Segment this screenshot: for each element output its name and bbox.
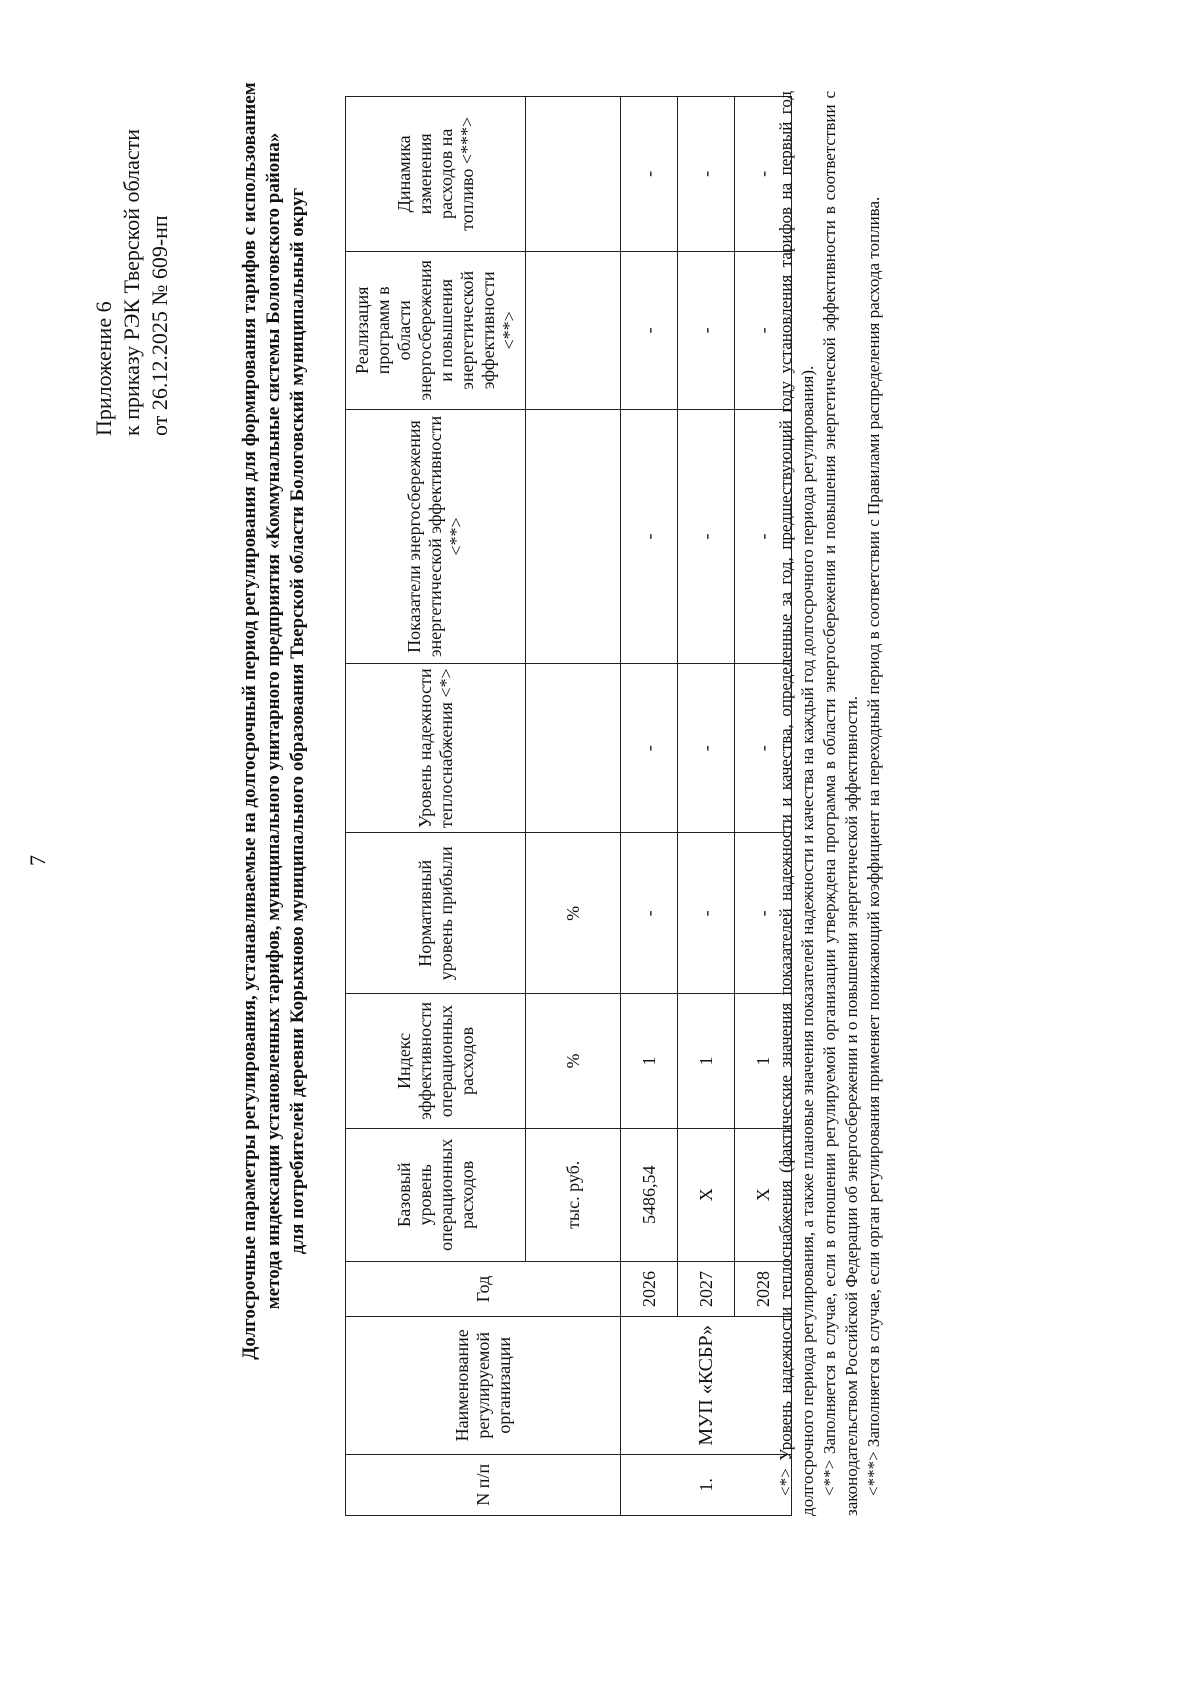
cell-profit: - [621, 833, 678, 994]
appendix-line-1: Приложение 6 [91, 301, 116, 436]
header-base: Базовый уровень операционных расходов [346, 1128, 526, 1261]
header-num: N п/п [346, 1454, 621, 1515]
unit-profit: % [526, 833, 621, 994]
header-index: Индекс эффективности операционных расходов [346, 994, 526, 1128]
footnote-fuel: <***> Заполняется в случае, если орган регулирования применяет понижающий коэффициент на переходный период в соответствии с Правилами распределения расхода топлива. [864, 196, 883, 1496]
header-fuel: Динамика изменения расходов на топливо <***> [346, 97, 526, 252]
footnotes [775, 91, 885, 1516]
header-energy: Показатели энергосбережения энергетической эффективности <**> [346, 409, 526, 663]
unit-energy [526, 409, 621, 663]
unit-index: % [526, 994, 621, 1128]
unit-programs [526, 251, 621, 409]
title-line-1: Долгосрочные параметры регулирования, устанавливаемые на долгосрочный период регулирования для формирования тарифов с использованием [239, 82, 260, 1360]
title-line-3: для потребителей деревни Корыхново муниципального образования Тверской области Бологовский муниципальный округ [287, 187, 308, 1255]
cell-year: 2027 [678, 1261, 735, 1316]
title-line-2: метода индексации установленных тарифов, муниципального унитарного предприятия «Коммунальные системы Бологовского района» [263, 132, 284, 1310]
table-row [621, 97, 678, 1516]
cell-year: 2026 [621, 1261, 678, 1316]
footnote-energy-saving: <**> Заполняется в случае, если в отношении регулируемой организации утверждена программа в области энергосбережения и повышения энергетической эффективности в соответствии с законодательством Российской Федерации об энергосбережении и о повышении энергетической эффективности. [820, 91, 861, 1516]
cell-fuel: - [678, 97, 735, 252]
table-header-row [346, 97, 526, 1516]
cell-energy: - [621, 409, 678, 663]
footnote-reliability: <*> Уровень надежности теплоснабжения (фактические значения показателей надежности и качества, определенные за год, предшествующий году установления тарифов на первый год долгосрочного периода регулирования, а также плановые значения показателей надежности и качества на каждый год долгосрочного периода регулирования). [776, 91, 817, 1516]
unit-fuel [526, 97, 621, 252]
cell-base: 5486,54 [621, 1128, 678, 1261]
header-reliability: Уровень надежности теплоснабжения <*> [346, 664, 526, 833]
cell-index: 1 [621, 994, 678, 1128]
cell-reliability: - [678, 664, 735, 833]
cell-energy: - [678, 409, 735, 663]
cell-base: X [678, 1128, 735, 1261]
appendix-line-3: от 26.12.2025 № 609-нп [147, 215, 172, 436]
header-programs: Реализация программ в области энергосбережения и повышения энергетической эффективности <**> [346, 251, 526, 409]
unit-base: тыс. руб. [526, 1128, 621, 1261]
document-title [238, 0, 310, 1451]
cell-profit: - [678, 833, 735, 994]
cell-reliability: - [735, 664, 792, 833]
header-profit: Нормативный уровень прибыли [346, 833, 526, 994]
cell-index: 1 [678, 994, 735, 1128]
cell-programs: - [735, 251, 792, 409]
parameters-table [345, 96, 792, 1516]
table-row [678, 97, 735, 1516]
cell-fuel: - [621, 97, 678, 252]
cell-programs: - [621, 251, 678, 409]
cell-energy: - [735, 409, 792, 663]
header-org: Наименование регулируемой организации [346, 1317, 621, 1455]
page-number: 7 [25, 855, 50, 866]
cell-base: X [735, 1128, 792, 1261]
cell-programs: - [678, 251, 735, 409]
cell-index: 1 [735, 994, 792, 1128]
organization-name: МУП «КСБР» [621, 1317, 792, 1455]
unit-reliability [526, 664, 621, 833]
row-number: 1. [621, 1454, 792, 1515]
cell-profit: - [735, 833, 792, 994]
cell-year: 2028 [735, 1261, 792, 1316]
appendix-line-2: к приказу РЭК Тверской области [119, 128, 144, 436]
cell-reliability: - [621, 664, 678, 833]
header-year: Год [346, 1261, 621, 1316]
appendix-header [90, 129, 174, 436]
cell-fuel: - [735, 97, 792, 252]
